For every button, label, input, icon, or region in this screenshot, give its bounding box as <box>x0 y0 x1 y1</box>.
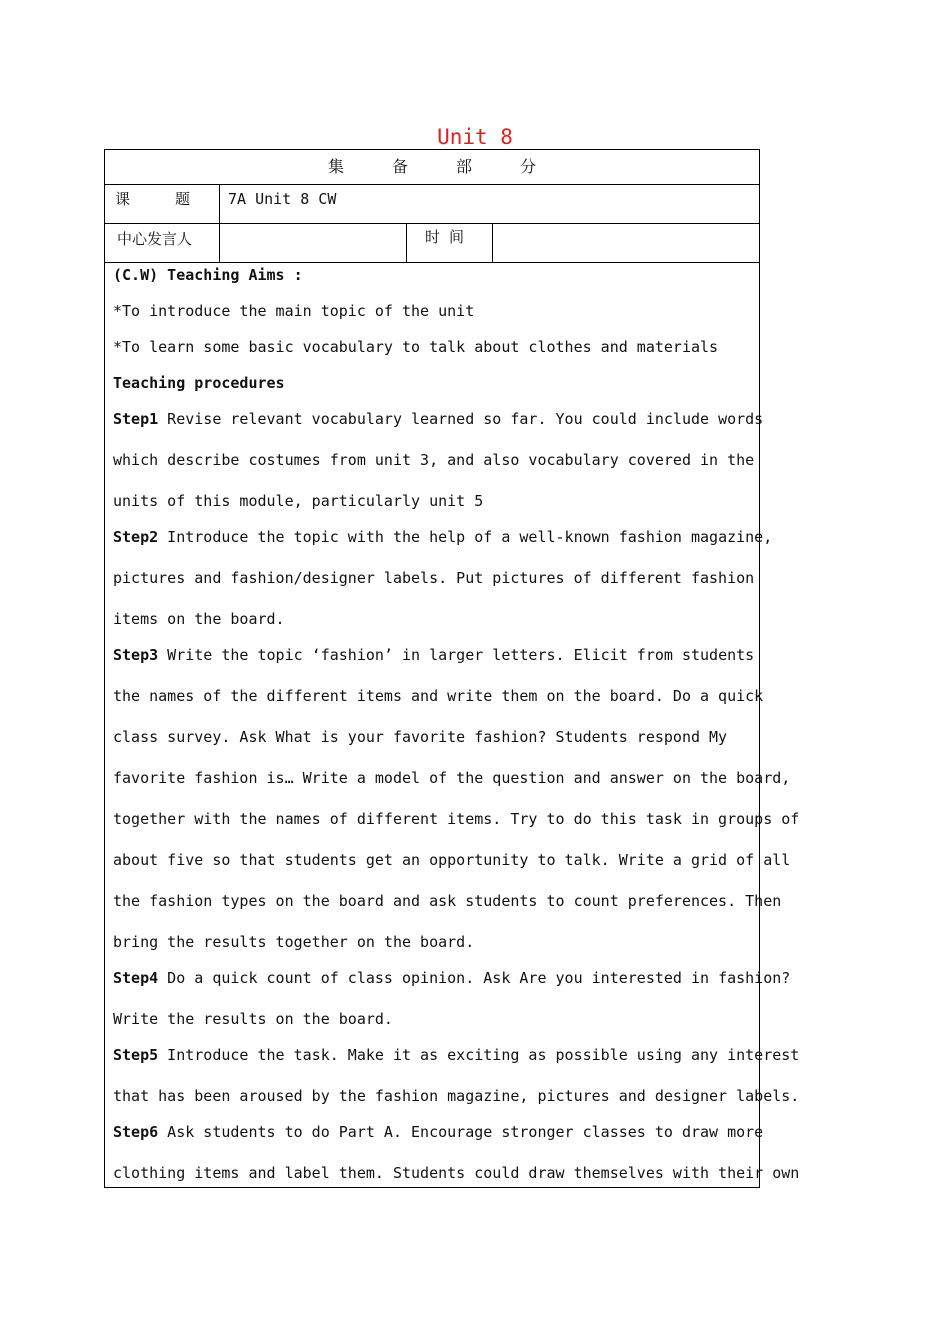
step-text: Introduce the task. Make it as exciting as possible using any interest <box>158 1046 800 1064</box>
procedure-line <box>113 491 751 511</box>
step-text: together with the names of different items. Try to do this task in groups of <box>113 810 800 828</box>
procedure-line <box>113 968 791 988</box>
step-text: Ask students to do Part A. Encourage stronger classes to draw more <box>158 1123 764 1141</box>
procedure-line <box>113 850 791 870</box>
step-text: clothing items and label them. Students could draw themselves with their own <box>113 1164 800 1182</box>
step-text: Write the results on the board. <box>113 1010 393 1028</box>
procedure-line <box>113 1122 764 1142</box>
procedure-line <box>113 645 755 665</box>
step-text: Introduce the topic with the help of a well-known fashion magazine, <box>158 528 773 546</box>
procedure-line <box>113 809 800 829</box>
step-text: favorite fashion is… Write a model of the question and answer on the board, <box>113 769 791 787</box>
procedure-line <box>113 568 755 588</box>
procedures-heading: Teaching procedures <box>113 374 285 392</box>
procedure-line <box>113 768 791 788</box>
step-text: bring the results together on the board. <box>113 933 475 951</box>
time-label: 时 间 <box>425 228 465 246</box>
step-text: class survey. Ask What is your favorite fashion? Students respond My <box>113 728 728 746</box>
step-text: the names of the different items and write them on the board. Do a quick <box>113 687 764 705</box>
procedure-line <box>113 932 751 952</box>
procedure-line <box>113 450 755 470</box>
header-row <box>105 150 759 185</box>
step-text: the fashion types on the board and ask students to count preferences. Then <box>113 892 782 910</box>
step-label: Step1 <box>113 410 159 428</box>
procedure-line <box>113 1009 751 1029</box>
step-text: that has been aroused by the fashion magazine, pictures and designer labels. <box>113 1087 800 1105</box>
topic-value: 7A Unit 8 CW <box>228 190 337 208</box>
document-title: Unit 8 <box>437 125 513 149</box>
step-text: Do a quick count of class opinion. Ask Are you interested in fashion? <box>158 969 791 987</box>
step-label: Step6 <box>113 1123 159 1141</box>
aim-item: *To learn some basic vocabulary to talk about clothes and materials <box>113 338 719 356</box>
topic-label: 课 题 <box>115 190 191 208</box>
procedure-line <box>113 727 751 747</box>
step-text: about five so that students get an opportunity to talk. Write a grid of all <box>113 851 791 869</box>
step-text: Revise relevant vocabulary learned so far. You could include words <box>158 410 764 428</box>
procedure-line <box>113 686 764 706</box>
step-label: Step4 <box>113 969 159 987</box>
speaker-label: 中心发言人 <box>117 230 193 248</box>
step-text: which describe costumes from unit 3, and also vocabulary covered in the <box>113 451 755 469</box>
aim-item: *To introduce the main topic of the unit <box>113 302 475 320</box>
topic-row <box>105 185 759 224</box>
step-label: Step2 <box>113 528 159 546</box>
step-text: pictures and fashion/designer labels. Put pictures of different fashion <box>113 569 755 587</box>
lesson-table <box>104 149 800 1188</box>
step-text: Write the topic ‘fashion’ in larger letters. Elicit from students <box>158 646 755 664</box>
step-label: Step5 <box>113 1046 159 1064</box>
procedure-line <box>113 891 782 911</box>
step-text: items on the board. <box>113 610 285 628</box>
procedure-line <box>113 409 764 429</box>
speaker-row <box>105 224 759 263</box>
aims-heading: (C.W) Teaching Aims : <box>113 266 303 284</box>
procedure-line <box>113 1163 800 1183</box>
procedure-line <box>113 609 751 629</box>
step-text: units of this module, particularly unit 5 <box>113 492 484 510</box>
procedure-line <box>113 1086 800 1106</box>
step-label: Step3 <box>113 646 159 664</box>
procedure-line <box>113 527 773 547</box>
header-label: 集 备 部 分 <box>327 157 536 176</box>
procedure-line <box>113 1045 800 1065</box>
